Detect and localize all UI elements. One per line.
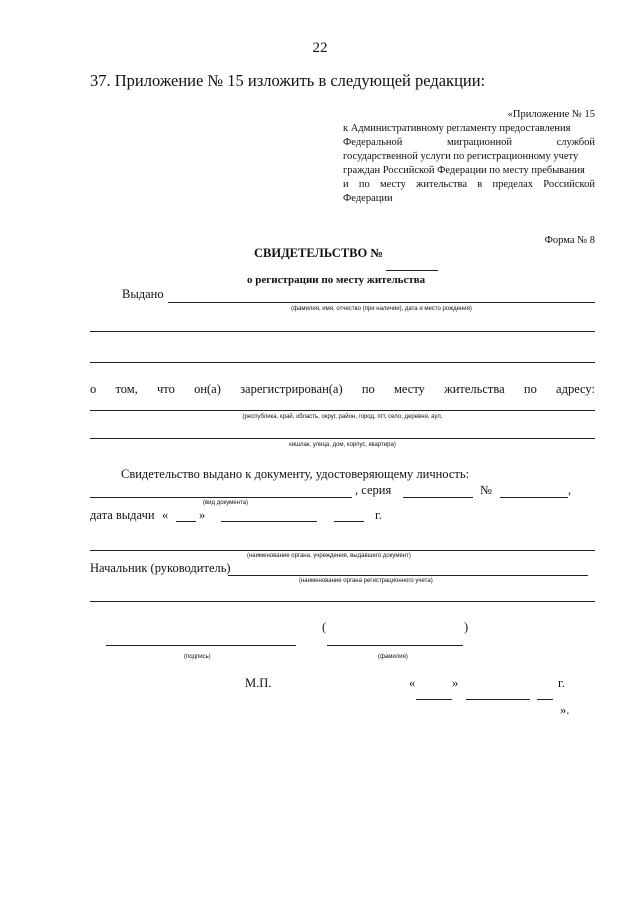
issued-to-label: Выдано [122,287,164,301]
date-day-line [416,699,452,700]
series-label: , серия [355,483,392,497]
address-line [90,438,595,439]
appendix-line: Федеральной миграционной службой [343,137,595,148]
number-line [500,497,568,498]
amendment-heading: 37. Приложение № 15 изложить в следующей редакции: [90,71,486,90]
address-word: о [90,382,97,396]
appendix-title: «Приложение № 15 [507,109,595,120]
appendix-line: граждан Российской Федерации по месту пребывания [343,165,585,176]
certificate-number-line [386,270,438,271]
certificate-title: СВИДЕТЕЛЬСТВО № [254,246,383,260]
appendix-line: Федерации [343,193,393,204]
number-end: , [568,483,572,497]
date-month-line [466,699,530,700]
form-number: Форма № 8 [544,235,595,246]
issued-to-hint: (фамилия, имя, отчество (при наличии), дата и место рождения) [291,306,472,312]
quote-close: » [199,508,206,522]
address-word: по [523,382,537,396]
registration-org-hint: (наименование органа регистрационного учета) [299,578,433,584]
doc-type-hint: (вид документа) [203,500,248,506]
date-quote-open: « [409,676,416,690]
series-line [403,497,473,498]
issued-to-line [168,302,595,303]
quote-open: « [162,508,169,522]
signature-hint: (подпись) [184,654,211,660]
blank-line [90,362,595,363]
issuing-org-hint: (наименование органа, учреждения, выдавшего документ) [247,553,411,559]
address-hint-2: кишлак, улица, дом, корпус, квартира) [289,442,396,448]
issuing-org-line [90,550,595,551]
year-suffix: г. [375,508,382,522]
date-year-line [537,699,553,700]
date-quote-close: » [452,676,459,690]
document-sentence: Свидетельство выдано к документу, удостоверяющему личность: [121,467,470,481]
address-word: он(а) [194,382,221,396]
address-word: зарегистрирован(а) [240,382,343,396]
page-number: 22 [312,40,328,56]
signature-line [106,645,296,646]
registration-org-line [90,601,595,602]
address-word: адресу: [556,382,595,396]
blank-line [90,331,595,332]
address-sentence [90,382,595,397]
number-label: № [480,483,492,497]
address-line [90,410,595,411]
paren-close: ) [464,620,469,634]
appendix-header [343,108,595,206]
surname-hint: (фамилия) [378,654,408,660]
address-hint-1: (республика, край, область, округ, район, город, пгт, село, деревня, аул, [242,414,443,420]
day-line [176,521,196,522]
year-line [334,521,364,522]
certificate-subtitle: о регистрации по месту жительства [247,274,426,286]
appendix-line: государственной услуги по регистрационному учету [343,151,579,162]
chief-label: Начальник (руководитель) [90,561,231,575]
address-word: жительства [444,382,505,396]
issue-date-label: дата выдачи [90,508,155,522]
chief-line [228,575,588,576]
appendix-line: к Административному регламенту предоставления [343,123,571,134]
closing-mark: ». [560,703,570,717]
date-year: г. [558,676,565,690]
document-type-line [90,497,352,498]
address-word: что [157,382,175,396]
address-word: месту [394,382,425,396]
address-word: по [361,382,375,396]
address-word: том, [115,382,138,396]
stamp-label: М.П. [245,676,272,690]
appendix-line: и по месту жительства в пределах Российской [343,179,595,190]
surname-line [327,645,463,646]
month-line [221,521,317,522]
paren-open: ( [322,620,327,634]
